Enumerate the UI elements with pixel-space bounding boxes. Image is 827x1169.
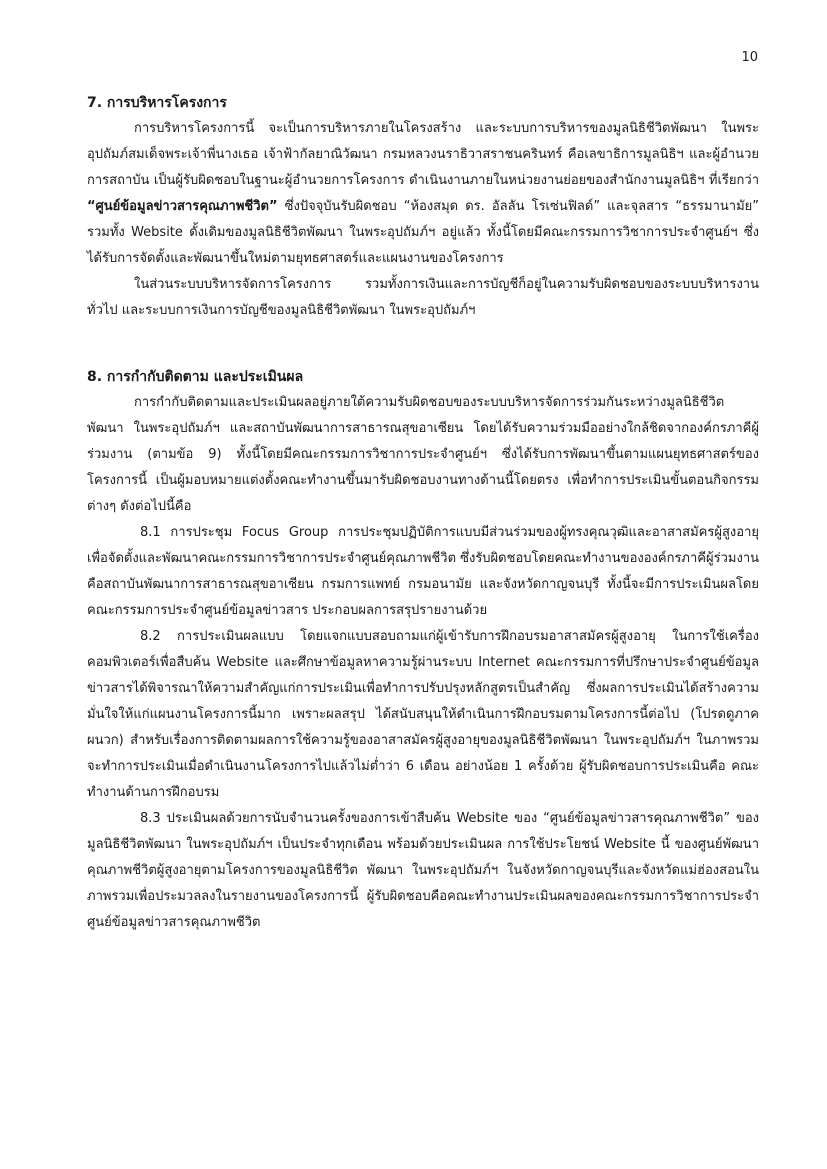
section-project-management bbox=[87, 90, 759, 324]
page-number: 10 bbox=[741, 50, 758, 65]
paragraph-item-8-2: 8.2 การประเมินผลแบบ โดยแจกแบบสอบถามแก่ผู้เข้ารับการฝึกอบรมอาสาสมัครผู้สูงอายุ ในการใช้เครื่องคอมพิวเตอร์เพื่อสืบค้น Website และศึกษาข้อมูลหาความรู้ผ่านระบบ Internet คณะกรรมการที่ปรึกษาประจำศูนย์ข้อมูลข่าวสารได้พิจารณาให้ความสำคัญแก่การประเมินเพื่อทำการปรับปรุงหลักสูตรเป็นสำคัญ ซึ่งผลการประเมินได้สร้างความมั่นใจให้แก่แผนงานโครงการนี้มาก เพราะผลสรุป ได้สนับสนุนให้ดำเนินการฝึกอบรมตามโครงการนี้ต่อไป (โปรดดูภาคผนวก) สำหรับเรื่องการติดตามผลการใช้ความรู้ของอาสาสมัครผู้สูงอายุของมูลนิธิชีวิตพัฒนา ในพระอุปถัมภ์ฯ ในภาพรวมจะทำการประเมินเมื่อดำเนินงานโครงการไปแล้วไม่ต่ำว่า 6 เดือน อย่างน้อย 1 ครั้งด้วย ผู้รับผิดชอบการประเมินคือ คณะทำงานด้านการฝึกอบรม bbox=[87, 629, 759, 800]
highlighted-center-name: “ศูนย์ข้อมูลข่าวสารคุณภาพชีวิต” bbox=[87, 199, 278, 214]
section-heading: 8. การกำกับติดตาม และประเมินผล bbox=[87, 369, 304, 385]
paragraph-text: ซึ่งปัจจุบันรับผิดชอบ “ห้องสมุด ดร. อัลลัน โรเซ่นฟิลด์” และจุลสาร “ธรรมานามัย” รวมทั้ง Website ดั้งเดิมของมูลนิธิชีวิตพัฒนา ในพระอุปถัมภ์ฯ อยู่แล้ว ทั้งนี้โดยมีคณะกรรมการวิชาการประจำศูนย์ฯ ซึ่งได้รับการจัดตั้งและพัฒนาขึ้นใหม่ตามยุทธศาสตร์และแผนงานของโครงการ bbox=[87, 199, 759, 266]
page-content bbox=[87, 90, 759, 936]
section-heading: 7. การบริหารโครงการ bbox=[87, 95, 227, 111]
paragraph bbox=[87, 116, 759, 272]
paragraph-text: การบริหารโครงการนี้ จะเป็นการบริหารภายในโครงสร้าง และระบบการบริหารของมูลนิธิชีวิตพัฒนา ในพระอุปถัมภ์สมเด็จพระเจ้าพี่นางเธอ เจ้าฟ้ากัลยาณิวัฒนา กรมหลวงนราธิวาสราชนครินทร์ คือเลขาธิการมูลนิธิฯ และผู้อำนวยการสถาบัน เป็นผู้รับผิดชอบในฐานะผู้อำนวยการโครงการ ดำเนินงานภายในหน่วยงานย่อยของสำนักงานมูลนิธิฯ ที่เรียกว่า bbox=[87, 121, 759, 188]
paragraph: ในส่วนระบบบริหารจัดการโครงการ รวมทั้งการเงินและการบัญชีก็อยู่ในความรับผิดชอบของระบบบริหารงานทั่วไป และระบบการเงินการบัญชีของมูลนิธิชีวิตพัฒนา ในพระอุปถัมภ์ฯ bbox=[87, 277, 759, 318]
paragraph-item-8-1: 8.1 การประชุม Focus Group การประชุมปฏิบัติการแบบมีส่วนร่วมของผู้ทรงคุณวุฒิและอาสาสมัครผู้สูงอายุ เพื่อจัดตั้งและพัฒนาคณะกรรมการวิชาการประจำศูนย์คุณภาพชีวิต ซึ่งรับผิดชอบโดยคณะทำงานขององค์กรภาคีผู้ร่วมงาน คือสถาบันพัฒนาการสาธารณสุขอาเซียน กรมการแพทย์ กรมอนามัย และจังหวัดกาญจนบุรี ทั้งนี้จะมีการประเมินผลโดยคณะกรรมการประจำศูนย์ข้อมูลข่าวสาร ประกอบผลการสรุปรายงานด้วย bbox=[87, 525, 760, 618]
section-monitoring-evaluation bbox=[87, 364, 759, 936]
paragraph-item-8-3: 8.3 ประเมินผลด้วยการนับจำนวนครั้งของการเข้าสืบค้น Website ของ “ศูนย์ข้อมูลข่าวสารคุณภาพชีวิต” ของมูลนิธิชีวิตพัฒนา ในพระอุปถัมภ์ฯ เป็นประจำทุกเดือน พร้อมด้วยประเมินผล การใช้ประโยชน์ Website นี้ ของศูนย์พัฒนาคุณภาพชีวิตผู้สูงอายุตามโครงการของมูลนิธิชีวิต พัฒนา ในพระอุปถัมภ์ฯ ในจังหวัดกาญจนบุรีและจังหวัดแม่ฮ่องสอนในภาพรวมเพื่อประมวลลงในรายงานของโครงการนี้ ผู้รับผิดชอบคือคณะทำงานประเมินผลของคณะกรรมการวิชาการประจำศูนย์ข้อมูลข่าวสารคุณภาพชีวิต bbox=[87, 811, 759, 930]
paragraph: การกำกับติดตามและประเมินผลอยู่ภายใต้ความรับผิดชอบของระบบบริหารจัดการร่วมกันระหว่างมูลนิธิชีวิตพัฒนา ในพระอุปถัมภ์ฯ และสถาบันพัฒนาการสาธารณสุขอาเซียน โดยได้รับความร่วมมืออย่างใกล้ชิดจากองค์กรภาคีผู้ร่วมงาน (ตามข้อ 9) ทั้งนี้โดยมีคณะกรรมการวิชาการประจำศูนย์ฯ ซึ่งได้รับการพัฒนาขึ้นตามแผนยุทธศาสตร์ของโครงการนี้ เป็นผู้มอบหมายแต่งตั้งคณะทำงานขึ้นมารับผิดชอบงานทางด้านนี้โดยตรง เพื่อทำการประเมินขั้นตอนกิจกรรมต่างๆ ดังต่อไปนี้คือ bbox=[87, 395, 759, 514]
